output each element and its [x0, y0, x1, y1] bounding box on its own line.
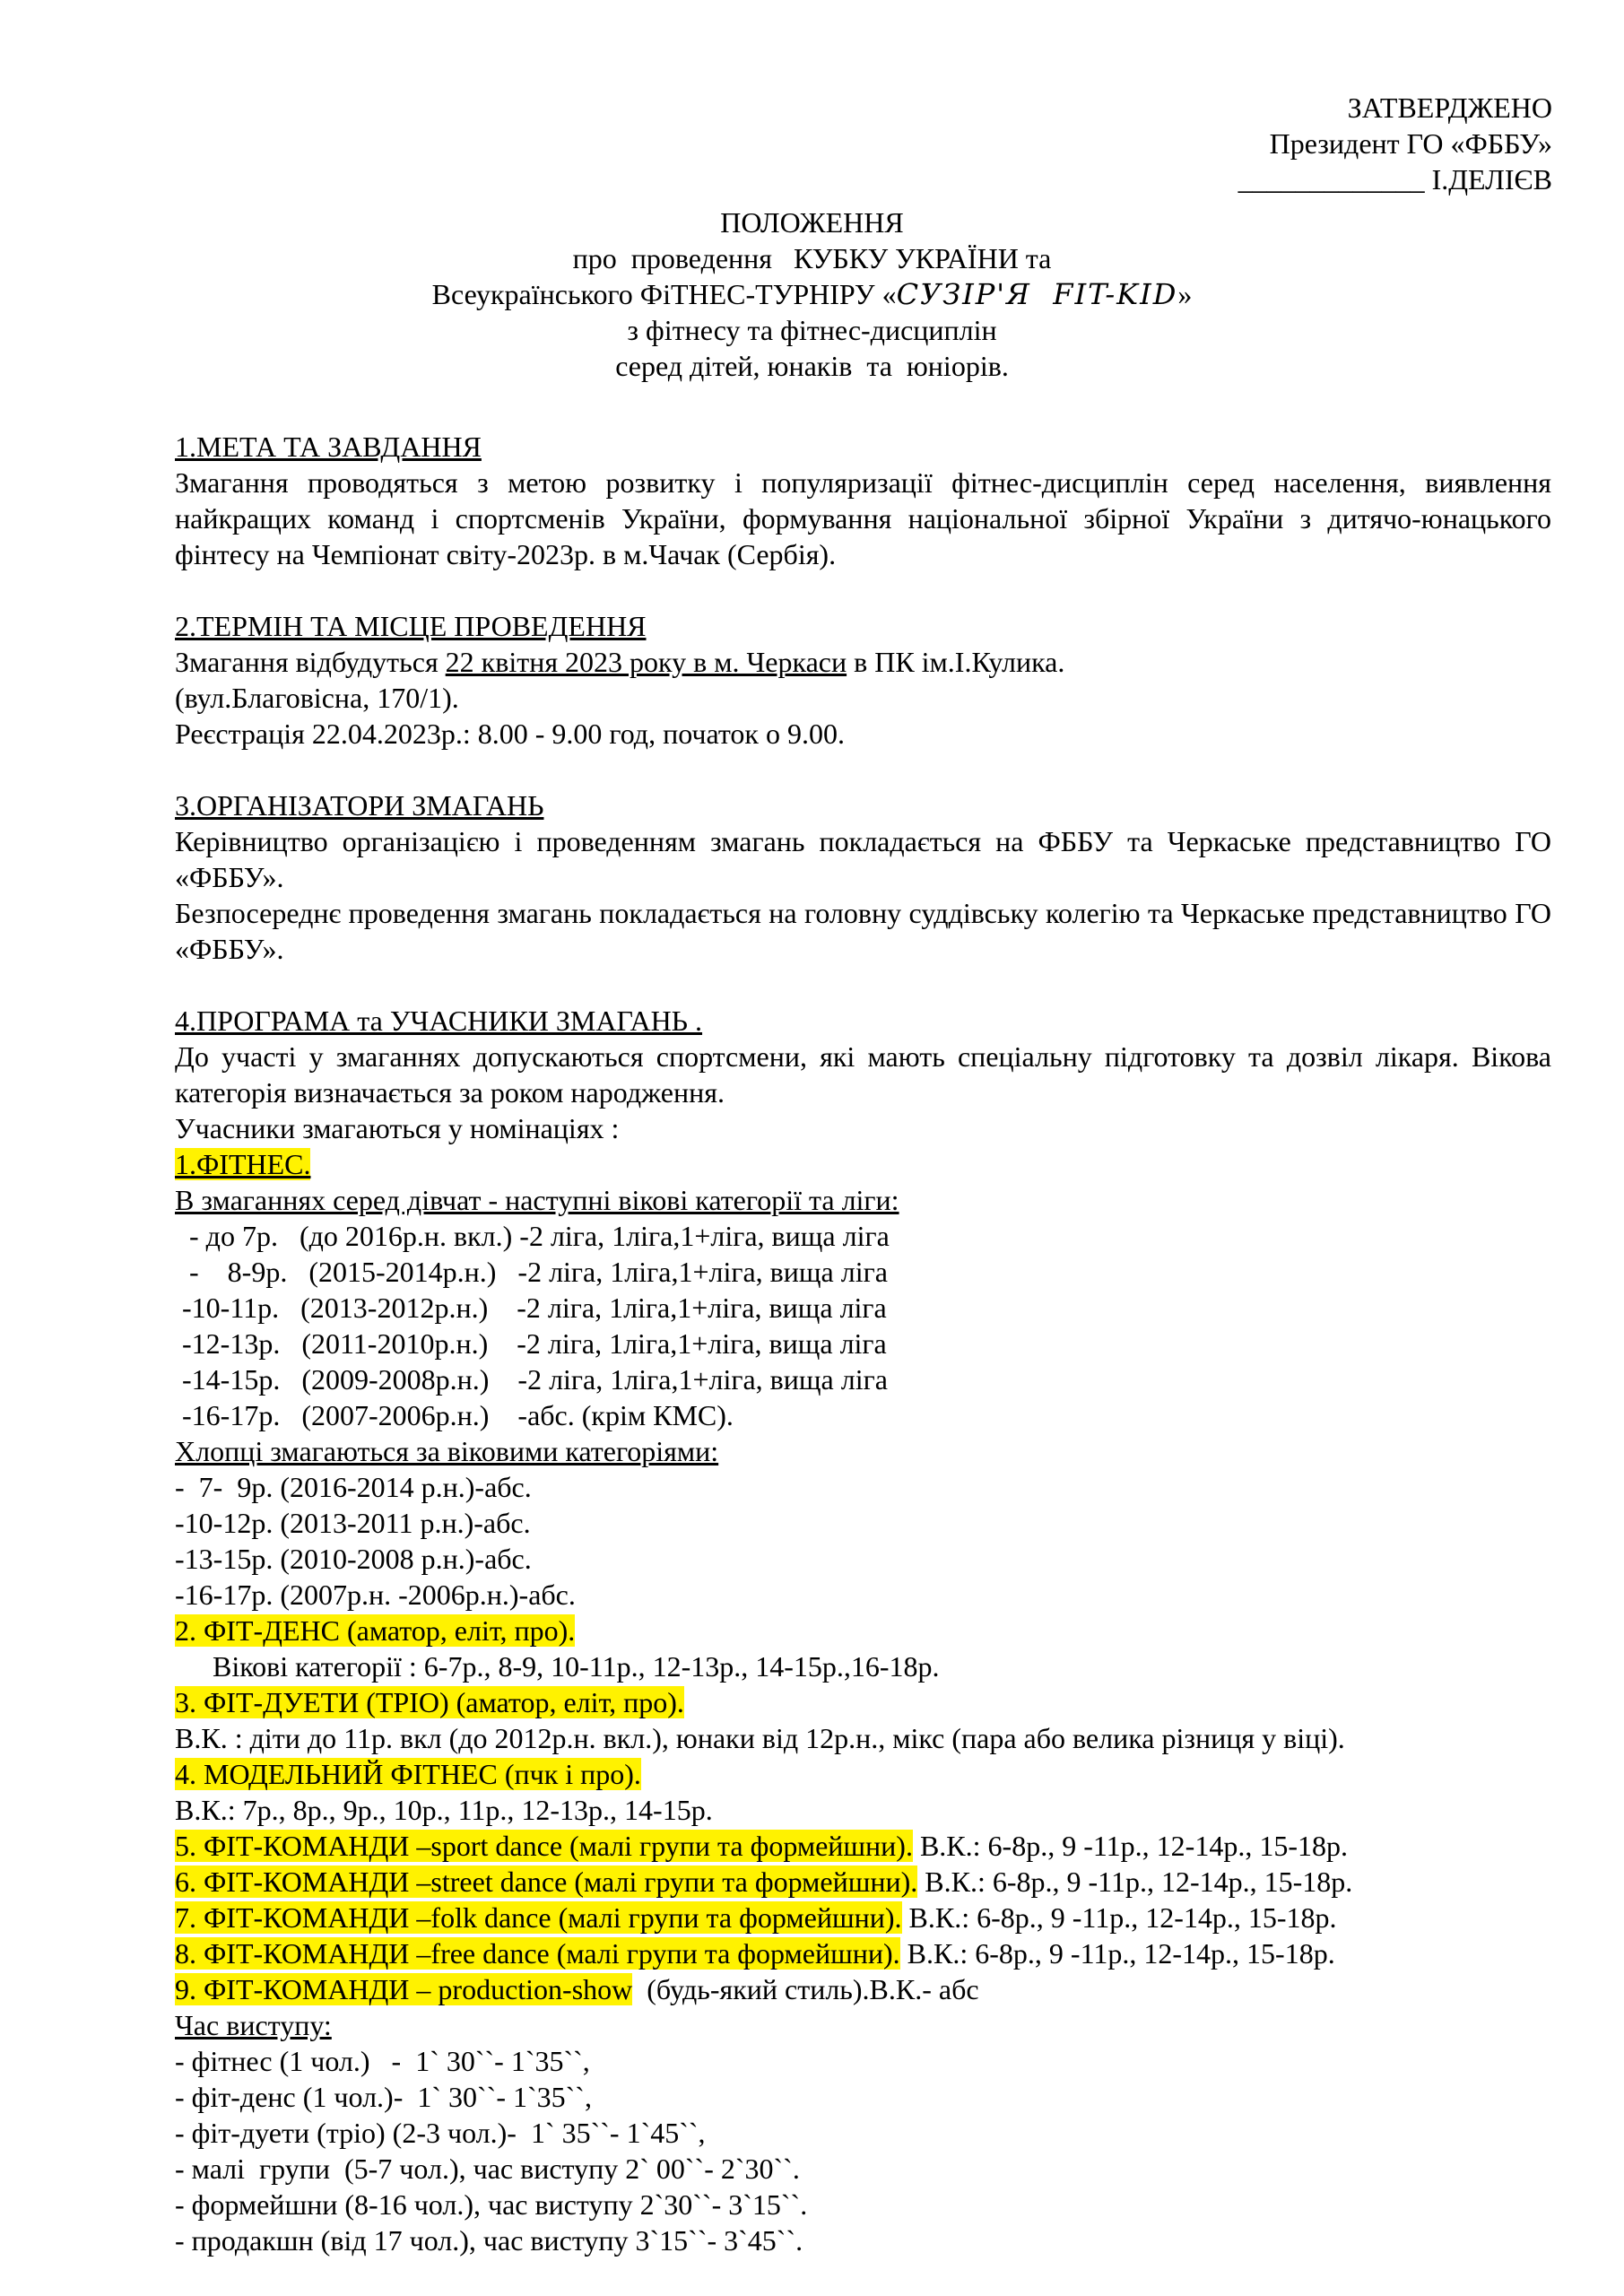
title-line-3-close: »	[1177, 278, 1193, 310]
approval-block	[1238, 90, 1552, 197]
section-1-text: Змагання проводяться з метою розвитку і популяризації фітнес-дисциплін серед населення, виявлення найкращих команд і спортсменів України, формування національної збірної України з дитячо-юнацького фінтесу на Чемпіонат світу-2023р. в м.Чачак (Сербія).	[175, 466, 1551, 570]
model-fitness-ages: В.К.: 7р., 8р., 9р., 10р., 11р., 12-13р., 14-15р.	[175, 1794, 713, 1826]
girls-category-row: -14-15р. (2009-2008р.н.) -2 ліга, 1ліга,1+ліга, вища ліга	[175, 1363, 888, 1396]
fit-dance-nomination	[175, 1613, 1551, 1648]
team-ages: В.К.: 6-8р., 9 -11р., 12-14р., 15-18р.	[917, 1866, 1353, 1898]
team-label: 8. ФІТ-КОМАНДИ –free dance (малі групи та формейшни).	[175, 1937, 900, 1970]
duets-ages: В.К. : діти до 11р. вкл (до 2012р.н. вкл.), юнаки від 12р.н., мікс (пара або велика різниця у віці).	[175, 1722, 1345, 1754]
section-3-text-2: Безпосереднє проведення змагань покладається на головну суддівську колегію та Черкаське представництво ГО «ФББУ».	[175, 897, 1551, 965]
girls-category-row: -10-11р. (2013-2012р.н.) -2 ліга, 1ліга,1+ліга, вища ліга	[175, 1292, 887, 1324]
team-ages: В.К.: 6-8р., 9 -11р., 12-14р., 15-18р.	[899, 1937, 1335, 1970]
event-date: 22 квітня 2023 року в м. Черкаси	[445, 646, 847, 678]
girls-category-row: -12-13р. (2011-2010р.н.) -2 ліга, 1ліга,1+ліга, вища ліга	[175, 1327, 887, 1360]
girls-categories-heading: В змаганнях серед дівчат - наступні вікові категорії та ліги:	[175, 1184, 899, 1216]
duets-nomination	[175, 1684, 1551, 1720]
performance-time-heading: Час виступу:	[175, 2009, 332, 2041]
registration-time: Реєстрація 22.04.2023р.: 8.00 - 9.00 год, початок о 9.00.	[175, 718, 845, 750]
section-2-date-line	[175, 644, 1551, 680]
girls-category-row: - до 7р. (до 2016р.н. вкл.) -2 ліга, 1ліга,1+ліга, вища ліга	[175, 1220, 890, 1252]
boys-category-row: - 7- 9р. (2016-2014 р.н.)-абс.	[175, 1471, 532, 1503]
fitness-nomination	[175, 1146, 1551, 1182]
section-4-intro: До участі у змаганнях допускаються спортсмени, які мають спеціальну підготовку та дозвіл лікаря. Вікова категорія визначається за роком народження.	[175, 1040, 1551, 1109]
title-line-4: з фітнесу та фітнес-дисциплін	[627, 314, 997, 346]
performance-time-row: - фіт-дуети (тріо) (2-3 чол.)- 1` 35``- 1`45``,	[175, 2117, 706, 2149]
fit-dance-label: 2. ФІТ-ДЕНС (аматор, еліт, про).	[175, 1614, 576, 1647]
document-title	[0, 204, 1624, 384]
approval-signature: _____________ І.ДЕЛІЄВ	[1238, 163, 1552, 196]
team-nomination	[175, 1864, 1551, 1900]
title-line-5: серед дітей, юнаків та юніорів.	[615, 350, 1009, 382]
section-3-heading: 3.ОРГАНІЗАТОРИ ЗМАГАНЬ	[175, 789, 544, 822]
performance-time-row: - фіт-денс (1 чол.)- 1` 30``- 1`35``,	[175, 2081, 592, 2113]
team-ages: В.К.: 6-8р., 9 -11р., 12-14р., 15-18р.	[901, 1901, 1337, 1934]
team-ages: В.К.: 6-8р., 9 -11р., 12-14р., 15-18р.	[912, 1830, 1348, 1862]
team-ages: (будь-який стиль).В.К.- абс	[632, 1973, 979, 2005]
title-line-1: ПОЛОЖЕННЯ	[720, 206, 904, 239]
team-nomination	[175, 1828, 1551, 1864]
team-nomination	[175, 1971, 1551, 2007]
date-prefix: Змагання відбудуться	[175, 646, 446, 678]
fitness-label: 1.ФІТНЕС.	[175, 1148, 311, 1180]
section-3-text-1: Керівництво організацією і проведенням змагань покладається на ФББУ та Черкаське представництво ГО «ФББУ».	[175, 825, 1551, 893]
boys-categories-heading: Хлопці змагаються за віковими категоріями:	[175, 1435, 719, 1467]
team-label: 7. ФІТ-КОМАНДИ –folk dance (малі групи та формейшни).	[175, 1901, 902, 1934]
duets-label: 3. ФІТ-ДУЕТИ (ТРІО) (аматор, еліт, про).	[175, 1686, 684, 1718]
venue: в ПК ім.І.Кулика.	[847, 646, 1065, 678]
team-label: 9. ФІТ-КОМАНДИ – production-show	[175, 1973, 633, 2005]
approval-president: Президент ГО «ФББУ»	[1269, 127, 1552, 160]
section-1-heading: 1.МЕТА ТА ЗАВДАННЯ	[175, 430, 482, 463]
girls-category-row: -16-17р. (2007-2006р.н.) -абс. (крім КМС).	[175, 1399, 734, 1431]
section-4-heading: 4.ПРОГРАМА та УЧАСНИКИ ЗМАГАНЬ .	[175, 1004, 703, 1037]
document-body	[175, 429, 1551, 2258]
team-nomination	[175, 1935, 1551, 1971]
title-line-2: про проведення КУБКУ УКРАЇНИ та	[572, 242, 1052, 274]
performance-time-row: - продакшн (від 17 чол.), час виступу 3`15``- 3`45``.	[175, 2224, 803, 2257]
title-line-3	[0, 276, 1624, 312]
team-nomination	[175, 1900, 1551, 1935]
boys-category-row: -16-17р. (2007р.н. -2006р.н.)-абс.	[175, 1578, 576, 1611]
fit-dance-ages: Вікові категорії : 6-7р., 8-9, 10-11р., 12-13р., 14-15р.,16-18р.	[213, 1650, 940, 1683]
team-label: 5. ФІТ-КОМАНДИ –sport dance (малі групи та формейшни).	[175, 1830, 913, 1862]
venue-address: (вул.Благовісна, 170/1).	[175, 682, 459, 714]
tournament-name: СУЗІР'Я FIT-KID	[896, 277, 1178, 311]
team-label: 6. ФІТ-КОМАНДИ –street dance (малі групи та формейшни).	[175, 1866, 918, 1898]
performance-time-row: - малі групи (5-7 чол.), час виступу 2` 00``- 2`30``.	[175, 2152, 800, 2185]
boys-category-row: -10-12р. (2013-2011 р.н.)-абс.	[175, 1507, 531, 1539]
approval-label: ЗАТВЕРДЖЕНО	[1347, 91, 1552, 124]
nominations-label: Учасники змагаються у номінаціях :	[175, 1112, 620, 1144]
model-fitness-nomination	[175, 1756, 1551, 1792]
performance-time-row: - формейшни (8-16 чол.), час виступу 2`30``- 3`15``.	[175, 2188, 808, 2221]
girls-category-row: - 8-9р. (2015-2014р.н.) -2 ліга, 1ліга,1+ліга, вища ліга	[175, 1256, 888, 1288]
boys-category-row: -13-15р. (2010-2008 р.н.)-абс.	[175, 1543, 532, 1575]
model-fitness-label: 4. МОДЕЛЬНИЙ ФІТНЕС (пчк і про).	[175, 1758, 641, 1790]
section-2-heading: 2.ТЕРМІН ТА МІСЦЕ ПРОВЕДЕННЯ	[175, 610, 647, 642]
performance-time-row: - фітнес (1 чол.) - 1` 30``- 1`35``,	[175, 2045, 590, 2077]
title-line-3-text: Всеукраїнського ФіТНЕС-ТУРНІРУ «	[431, 278, 897, 310]
